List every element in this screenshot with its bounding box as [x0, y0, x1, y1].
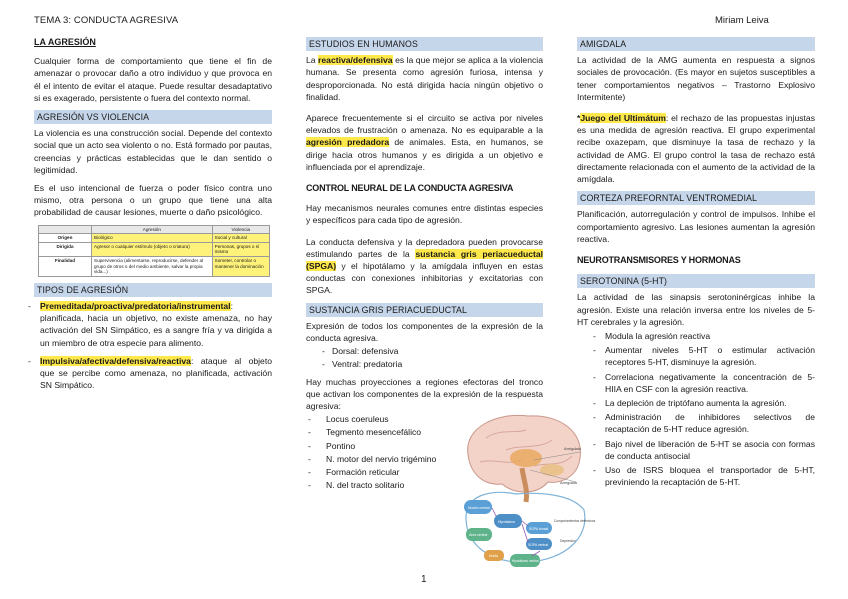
table-row-label: Dirigida: [39, 242, 92, 256]
list-item: - Administración de inhibidores selectivos de recaptación de 5-HT reduce agresión.: [577, 411, 815, 435]
list-item: - Dorsal: defensiva: [306, 345, 543, 357]
text-run: : el rechazo de las propuestas injustas es una medida de agresión reactiva. El grupo experimental recibe oxazepam, que disminuye la tasa de rechazo y la actividad de AMG. El grupo control la tasa de rechazo está directamente relacionada con el aumento de la actividad de la amígdala.: [577, 113, 815, 185]
list-item: - N. del tracto solitario: [306, 479, 456, 491]
band-sustancia-gris: SUSTANCIA GRIS PERIACUEDUCTAL: [306, 303, 543, 317]
header-author: Miriam Leiva: [715, 15, 769, 26]
effector-list: [306, 413, 456, 491]
list-item: - Formación reticular: [306, 466, 456, 478]
highlight-spga: sustancia gris periacueductal (SPGA): [306, 248, 543, 272]
table-header-cell: Agresión: [92, 225, 213, 234]
paragraph-circuito: [306, 112, 543, 173]
list-item-tipo-impulsiva: [26, 355, 272, 392]
band-agresion-vs-violencia: AGRESIÓN VS VIOLENCIA: [34, 110, 272, 124]
band-serotonina: SEROTONINA (5-HT): [577, 274, 815, 288]
table-cell: Agresor o cualquier estímulo (objeto o criatura): [92, 242, 213, 256]
band-tipos-agresion: TIPOS DE AGRESIÓN: [34, 283, 272, 297]
comparison-table: [38, 225, 270, 277]
paragraph-agresion-definition: Cualquier forma de comportamiento que tiene el fin de amenazar o provocar daño a otro individuo y que provoca en él el intento de evitar el ataque. Puede resultar desadaptativo si es exagerado, persistente o fuera del contexto normal.: [34, 56, 272, 103]
tipo1-description: : planificada, hacia un objetivo, no existe amenaza, no hay activación del SN Simpático, es a sangre fría y va dirigida a un miembro de otra especie para alimento.: [40, 301, 272, 348]
figure-label: Área central: [469, 533, 488, 537]
table-cell: Personas, grupos o sí mismo: [212, 242, 269, 256]
column-right: [577, 34, 815, 494]
highlight-tipo1: Premeditada/proactiva/predatoria/instrumental: [40, 301, 231, 311]
table-cell: Biológico: [92, 234, 213, 243]
list-item: - La depleción de triptófano aumenta la agresión.: [577, 397, 815, 409]
cerebellum: [540, 464, 564, 476]
figure-label: Amígdala: [564, 446, 581, 451]
header-topic: TEMA 3: CONDUCTA AGRESIVA: [34, 15, 179, 26]
table-row-label: Origen: [39, 234, 92, 243]
table-cell: Someter, controlar o mantener la dominación: [212, 257, 269, 277]
list-item: - Pontino: [306, 440, 456, 452]
page-number: 1: [421, 574, 427, 585]
list-item: - Locus coeruleus: [306, 413, 456, 425]
figure-label: Núcleo central: [468, 506, 490, 510]
highlight-ultimatum: Juego del Ultimátum: [580, 113, 666, 124]
paragraph-spga: [306, 236, 543, 297]
figure-label: SGPA dorsal: [529, 527, 549, 531]
paragraph-ultimatum: [577, 112, 815, 185]
figure-label: Amígdala: [560, 480, 577, 485]
table-row: [39, 234, 270, 243]
text-run: y el hipotálamo y la amígdala influyen en estas conductas con conexiones inhibitorias y excitatorias con SPGA.: [306, 261, 543, 296]
text-run: La conducta defensiva y la depredadora pueden provocarse estimulando partes de la: [306, 236, 543, 259]
table-row: [39, 257, 270, 277]
spga-list: [306, 345, 543, 370]
highlight-reactiva: reactiva/defensiva: [318, 55, 393, 66]
paragraph-reactiva: [306, 54, 543, 103]
brain-region-hypothalamus: [510, 449, 542, 467]
section-title-neurotransmisores: NEUROTRANSMISORES Y HORMONAS: [577, 255, 741, 266]
paragraph-expresion: Expresión de todos los componentes de la expresión de la conducta agresiva.: [306, 320, 543, 344]
section-title-control-neural: CONTROL NEURAL DE LA CONDUCTA AGRESIVA: [306, 183, 514, 194]
tipos-list: [26, 300, 272, 391]
text-run: es la que mejor se aplica a la violencia humana. Se presenta como agresión furiosa, intensa y desproporcionada. No está dirigida hacia ningún objetivo o finalidad.: [306, 55, 543, 102]
list-item: - N. motor del nervio trigémino: [306, 453, 456, 465]
tipo2-description: : ataque al objeto que se percibe como amenaza, no planificada, activación SN Simpático.: [40, 355, 272, 391]
table-row-label: Finalidad: [39, 257, 92, 277]
band-amigdala: AMIGDALA: [577, 37, 815, 51]
paragraph-proyecciones: Hay muchas proyecciones a regiones efectoras del tronco que activan los componentes de la expresión de la respuesta agresiva:: [306, 376, 543, 412]
table-header-cell: [39, 225, 92, 234]
table-header-cell: Violencia: [212, 225, 269, 234]
column-left: [34, 34, 272, 396]
text-run: *: [577, 113, 581, 124]
highlight-predadora: agresión predadora: [306, 137, 390, 148]
list-item: - Aumentar niveles 5-HT o estimular activación receptores 5-HT, disminuye la agresión.: [577, 344, 815, 368]
figure-label: Hipotálamo ventral: [512, 559, 539, 563]
list-item: - Uso de ISRS bloquea el transportador de 5-HT, previniendo la recaptación de 5-HT.: [577, 464, 815, 488]
table-cell: Social y cultural: [212, 234, 269, 243]
paragraph-violencia-social: La violencia es una construcción social. Depende del contexto social que un acto sea violento o no. Está formado por pautas, creencias y prácticas establecidas que le dan sentido o legitimidad.: [34, 128, 272, 175]
list-item: - Tegmento mesencefálico: [306, 426, 456, 438]
figure-label: SGPA ventral: [528, 543, 549, 547]
figure-label: Hipotálamo: [498, 520, 516, 524]
list-item: - Modula la agresión reactiva: [577, 330, 815, 342]
figure-label: Huida: [489, 554, 498, 558]
highlight-tipo2: Impulsiva/afectiva/defensiva/reactiva: [40, 355, 191, 366]
serotonina-list: [577, 330, 815, 488]
list-item: - Ventral: predatoria: [306, 358, 543, 370]
figure-label: Depresión: [560, 539, 576, 543]
table-cell: Supervivencia (alimentarse, reproducirse, defender al grupo de otros o del medio ambiente, salvar la propia vida...): [92, 257, 213, 277]
paragraph-serotonina: La actividad de las sinapsis serotoninérgicas inhibe la agresión. Existe una relación inversa entre los niveles de 5-HT cerebrales y la agresión.: [577, 292, 815, 327]
paragraph-mecanismos: Hay mecanismos neurales comunes entre distintas especies y específicos para cada tipo de agresión.: [306, 203, 543, 226]
text-run: Aparece frecuentemente si el circuito se activa por niveles elevados de frustración o amenaza. No es equiparable a la: [306, 113, 543, 136]
list-item-tipo-premeditada: [26, 300, 272, 349]
section-title-agresion: LA AGRESIÓN: [34, 37, 96, 47]
paragraph-amg: La actividad de la AMG aumenta en respuesta a signos sociales de provocación. (Es mayor en sujetos susceptibles a tener comportamientos negativos – Trastorno Explosivo Intermitente): [577, 55, 815, 102]
text-run: de animales. Esta, en humanos, se dirige hacia otros humanos y es dirigida a un objetivo e influenciada por el aprendizaje.: [306, 137, 543, 172]
table-header-row: [39, 225, 270, 234]
table-row: [39, 242, 270, 256]
text-run: La: [306, 55, 319, 66]
band-estudios-humanos: ESTUDIOS EN HUMANOS: [306, 37, 543, 51]
list-item: - Correlaciona negativamente la concentración de 5-HIIA en CSF con la agresión reactiva.: [577, 371, 815, 395]
list-item: - Bajo nivel de liberación de 5-HT se asocia con formas de conducta antisocial: [577, 438, 815, 462]
paragraph-violencia-definition: Es el uso intencional de fuerza o poder físico contra uno mismo, otra persona o un grupo que tiene una alta probabilidad de causar lesiones, muerte o daño psicológico.: [34, 183, 272, 218]
band-corteza-prefrontal: CORTEZA PREFORNTAL VENTROMEDIAL: [577, 191, 815, 205]
paragraph-corteza: Planificación, autorregulación y control de impulsos. Inhibe el comportamiento agresivo. Las lesiones aumentan la agresión reactiva.: [577, 209, 815, 244]
figure-label: Comportamientos defensivos: [554, 519, 596, 523]
